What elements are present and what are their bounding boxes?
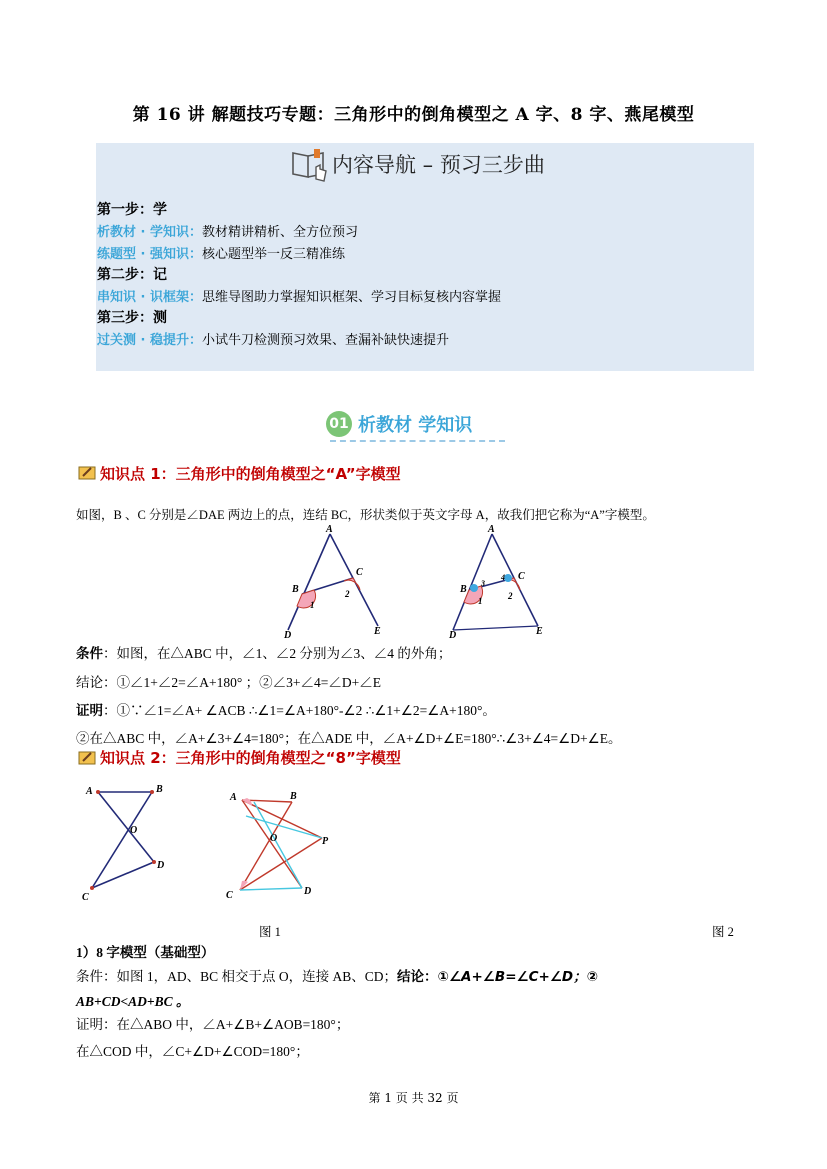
label-E: E — [536, 626, 543, 637]
kp2-condition — [76, 965, 598, 985]
nav-header — [290, 147, 620, 183]
nav-line-1 — [97, 221, 358, 240]
kp1-proof-1 — [76, 699, 496, 719]
nav-header-text: 内容导航 – 预习三步曲 — [332, 153, 545, 177]
a-model-figure-1 — [280, 522, 390, 640]
label-O: O — [270, 833, 278, 844]
kp1-proof-2: ②在△ABC 中，∠A+∠3+∠4=180°；在△ADE 中，∠A+∠D+∠E=180°∴∠3+∠4=∠D+∠E。 — [76, 731, 622, 746]
label-4: 4 — [501, 573, 505, 582]
pencil-book-icon — [78, 465, 96, 480]
label-B: B — [290, 791, 297, 802]
step-1: 第一步：学 — [97, 202, 167, 218]
nav-line-3 — [97, 286, 501, 305]
label-B: B — [292, 584, 299, 595]
condition-text: 条件：如图 1，AD、BC 相交于点 O，连接 AB、CD； — [76, 969, 398, 984]
condition-label: 条件 — [76, 646, 103, 662]
label-D: D — [157, 860, 165, 871]
nav-desc: 教材精讲精析、全方位预习 — [202, 225, 359, 240]
label-O: O — [130, 825, 138, 836]
label-1: 1 — [478, 596, 483, 606]
proof-label: 证明 — [76, 703, 103, 719]
kp2-proof-1: 证明：在△ABO 中，∠A+∠B+∠AOB=180°； — [76, 1017, 350, 1032]
label-A: A — [488, 524, 495, 535]
kp2-proof-2: 在△COD 中，∠C+∠D+∠COD=180°； — [76, 1044, 309, 1059]
label-B: B — [156, 784, 163, 795]
kp2-subtitle-1: 1）8 字模型（基础型） — [76, 945, 215, 960]
label-D: D — [449, 630, 457, 640]
knowledge-point-2-title: 知识点 2：三角形中的倒角模型之“8”字模型 — [100, 749, 401, 767]
conclusion-1: ①∠A+∠B=∠C+∠D；② — [437, 969, 599, 985]
section-number-badge: 01 — [326, 411, 352, 437]
label-2: 2 — [345, 589, 350, 599]
page-footer: 第 1 页 共 32 页 — [368, 1091, 459, 1105]
section-title: 析教材 学知识 — [358, 415, 473, 436]
figure-2-caption: 图 2 — [712, 925, 734, 939]
proof-text: ：①∵∠1=∠A+ ∠ACB ∴∠1=∠A+180°-∠2 ∴∠1+∠2=∠A+180°。 — [103, 703, 496, 718]
conclusion-label: 结论： — [397, 969, 438, 985]
label-C: C — [82, 892, 89, 903]
label-3: 3 — [481, 579, 485, 588]
book-hand-icon — [290, 147, 330, 183]
label-P: P — [322, 836, 329, 847]
kp1-conclusion: 结论：①∠1+∠2=∠A+180° ；②∠3+∠4=∠D+∠E — [76, 675, 381, 690]
nav-tag: 串知识 · 识框架： — [97, 290, 202, 305]
kp2-conclusion-2: AB+CD<AD+BC 。 — [76, 994, 190, 1009]
nav-desc: 核心题型举一反三精准练 — [202, 247, 346, 262]
nav-line-2 — [97, 243, 345, 262]
label-A: A — [230, 792, 237, 803]
nav-desc: 小试牛刀检测预习效果、查漏补缺快速提升 — [202, 333, 450, 348]
label-A: A — [326, 524, 333, 535]
section-underline — [330, 440, 505, 442]
nav-tag: 练题型 · 强知识： — [97, 247, 202, 262]
label-D: D — [284, 630, 292, 640]
label-C: C — [356, 567, 363, 578]
a-model-figure-2 — [446, 522, 556, 640]
kp1-intro: 如图，B 、C 分别是∠DAE 两边上的点，连结 BC，形状类似于英文字母 A，故我们把它称为“A”字模型。 — [76, 508, 655, 522]
label-C: C — [518, 571, 525, 582]
nav-desc: 思维导图助力掌握知识框架、学习目标复核内容掌握 — [202, 290, 502, 305]
kp1-condition — [76, 642, 451, 662]
eight-model-figure-1 — [80, 780, 175, 905]
page-title: 第 16 讲 解题技巧专题：三角形中的倒角模型之 A 字、8 字、燕尾模型 — [132, 105, 695, 125]
figure-1-caption: 图 1 — [259, 925, 281, 939]
condition-text: ：如图，在△ABC 中，∠1、∠2 分别为∠3、∠4 的外角； — [103, 646, 452, 661]
pencil-book-icon — [78, 750, 96, 765]
label-A: A — [86, 786, 93, 797]
label-D: D — [304, 886, 312, 897]
label-2: 2 — [508, 591, 513, 601]
label-1: 1 — [310, 600, 315, 610]
nav-tag: 过关测 · 稳提升： — [97, 333, 202, 348]
knowledge-point-1-title: 知识点 1：三角形中的倒角模型之“A”字模型 — [100, 465, 401, 483]
eight-model-figure-2 — [222, 786, 342, 906]
step-3: 第三步：测 — [97, 310, 167, 326]
nav-tag: 析教材 · 学知识： — [97, 225, 202, 240]
label-C: C — [226, 890, 233, 901]
step-2: 第二步：记 — [97, 267, 167, 283]
label-B: B — [460, 584, 467, 595]
nav-line-4 — [97, 329, 449, 348]
label-E: E — [374, 626, 381, 637]
